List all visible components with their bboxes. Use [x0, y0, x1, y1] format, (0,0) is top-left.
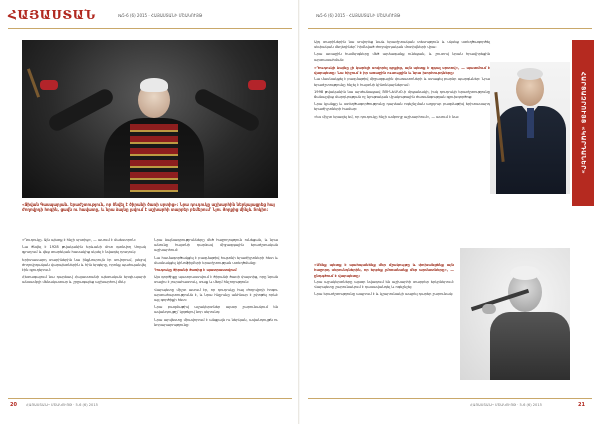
bw-photo	[460, 248, 570, 380]
section-title: ՀԱՐՑԱԶՐՈՒՅՑ «ԿԱՐԴԱՆԵՐ»	[579, 71, 587, 175]
paragraph: Նրա կյանքը և ստեղծագործությունը դարձան ոգեշնչման աղբյուր բազմաթիվ երիտասարդ երաժիշտների համար:	[314, 102, 490, 112]
photo-arm-left	[46, 87, 115, 134]
left-column-2	[154, 238, 278, 330]
main-photo	[22, 40, 278, 198]
photo-costume-trim	[130, 124, 178, 194]
paragraph: Հետագայում նա դարձավ Հայաստանի պետական երգի-պարի անսամբլի մենակատար և շրջագայեց աշխարհով մեկ:	[22, 275, 146, 285]
left-column-1	[22, 238, 146, 288]
paragraph: Նրա աշակերտները այսօր նվագում են աշխարհի տարբեր երկրներում: Վարպետը շարունակում է դասավանդել և ոգեշնչել:	[314, 279, 454, 290]
header-rule	[8, 28, 292, 29]
section-subhead: Դուդուկը ծիրանի ծառից է պատրաստվում	[154, 268, 237, 273]
right-column-lower	[314, 262, 454, 300]
bw-hair	[510, 266, 540, 280]
footer-rule	[308, 398, 592, 399]
paragraph: Նա ծնվել է 1928 թվականին Երևանի մոտ գտնվող Սոլակ գյուղում և վեց տարեկան հասակից սկսել է նվագել դուդուկ:	[22, 245, 146, 255]
portrait-hair	[517, 68, 543, 80]
footer-rule	[8, 398, 292, 399]
photo-hair	[140, 78, 168, 92]
paragraph: Նա համագործակցել է բազմաթիվ հայտնի երաժիշտների հետ և մասնակցել կինոֆիլմերի երաժշտության ստեղծմանը:	[154, 255, 278, 265]
photo-caption: «Ջիվան Գասպարյան. երաժշտություն, որ ծնվել է ծիրանի ծառի սրտից»: Նրա դուդուկը աշխարհին ներկայացրեց հայ ժողովրդի հոգին, ցավն ու հավատը, և նրա ձայնը լսվում է աշխարհի տարբեր բեմերում՝ Նյու Յորքից մինչև Տոկիո:	[22, 202, 275, 213]
paragraph: Նա մասնակցել է բազմաթիվ միջազգային փառատոների և ստացել բարձր պարգևներ: Նրա երաժշտությունը հնչել է հայտնի կինոնկարներում:	[314, 77, 490, 87]
section-title-banner	[572, 40, 594, 206]
paragraph: Նրա ձայնագրությունները մեծ հաջողություն ունեցան, և նրա անունը հայտնի դարձավ միջազգային երաժշտական աշխարհում:	[154, 238, 278, 253]
paragraph: Նրա արվեստը միավորում է անցյալն ու ներկան, ավանդույթն ու նորարարությունը:	[154, 317, 278, 327]
portrait-photo	[490, 62, 570, 194]
issue-line: №5-6 (6) 2015 · ՀԱՅԱՍՏԱՆԻ ՄՇԱԿՈՒՅԹ	[118, 13, 203, 18]
footer-text-right: ՀԱՅԱՍՏԱՆԻ ՄՇԱԿՈՒՅԹ · 5-6 (6) 2015	[470, 403, 542, 407]
paragraph: «Դուդուկը. Այն պետք է հնչի սրտից», — ասում է մաեստրոն:	[22, 238, 136, 242]
paragraph: Նրա առաջին համերգները մեծ արձագանք ունեցան, և շուտով նրան հրավիրեցին արտասահման:	[314, 52, 490, 62]
right-column	[314, 40, 490, 122]
paragraph: «Ես միշտ երազել եմ, որ դուդուկը հնչի ամբողջ աշխարհում», — ասում է նա:	[314, 114, 460, 119]
bw-hand	[482, 304, 496, 314]
page-number-right: 21	[578, 402, 585, 408]
page-number-left: 20	[10, 402, 17, 408]
photo-cuff-right	[248, 80, 266, 90]
masthead-logo: ՀԱՅԱՍՏԱՆ	[8, 8, 96, 22]
portrait-tie	[527, 108, 534, 138]
issue-line: №5-6 (6) 2015 · ՀԱՅԱՍՏԱՆԻ ՄՇԱԿՈՒՅԹ	[316, 13, 401, 18]
paragraph: 1998 թվականին նա արժանացավ ՅՈՒՆԵՍԿՕ-ի մրցանակի, իսկ դուդուկի երաժշտությունը ճանաչվեց մարդկության ոչ նյութական մշակութային ժառանգության գլուխգործոց:	[314, 89, 490, 100]
pull-quote: «Դուդուկի ձայնը չի կարելի սովորել գրքից, այն պետք է զգալ սրտով», — պատմում է վարպետը: Նա հիշում է իր առաջին ուսուցչին և նրա խորհուրդները:	[314, 64, 490, 76]
photo-duduk	[27, 68, 40, 97]
header-rule	[308, 28, 592, 29]
paragraph: Այս գործիքը պատրաստվում է ծիրանի ծառի փայտից, որը նրան տալիս է յուրահատուկ, տաք և մեղմ հնչողություն:	[154, 275, 278, 285]
photo-cuff-left	[40, 80, 58, 90]
paragraph: Նրա բազմաթիվ աշակերտներ այսօր շարունակում են ավանդույթը՝ կրթելով նոր սերունդ:	[154, 305, 278, 315]
bw-body	[490, 312, 570, 380]
paragraph: Երիտասարդ տարիներին նա ինքնուրույն էր սովորում, լսելով ժողովրդական վարպետներին և հին երգերը, որոնք պահպանվել էին գյուղերում:	[22, 257, 146, 273]
paragraph: Վարպետը միշտ ասում էր, որ դուդուկը հայ ժողովրդի հոգու արտահայտությունն է, և նրա հնչյունը անհնար է շփոթել որևէ այլ գործիքի հետ:	[154, 287, 278, 303]
paragraph: Նրա երաժշտությունը ապրում է և կշարունակի ապրել դարեր շարունակ:	[314, 292, 454, 297]
footer-text-left: ՀԱՅԱՍՏԱՆԻ ՄՇԱԿՈՒՅԹ · 5-6 (6) 2015	[26, 403, 98, 407]
pull-quote: «Մենք պետք է պահպանենք մեր մշակույթը և փոխանցենք այն հաջորդ սերունդներին, որ երբեք չմոռանանք մեր արմատները», — ընդգծում է վարպետը:	[314, 262, 454, 278]
photo-arm-right	[192, 87, 261, 134]
paragraph: Այդ տարիներին նա սովորեց նաև երաժշտական տեսություն և սկսեց ստեղծագործել սեփական մեղեդիներ՝ հիմնված ժողովրդական մոտիվների վրա:	[314, 40, 490, 50]
